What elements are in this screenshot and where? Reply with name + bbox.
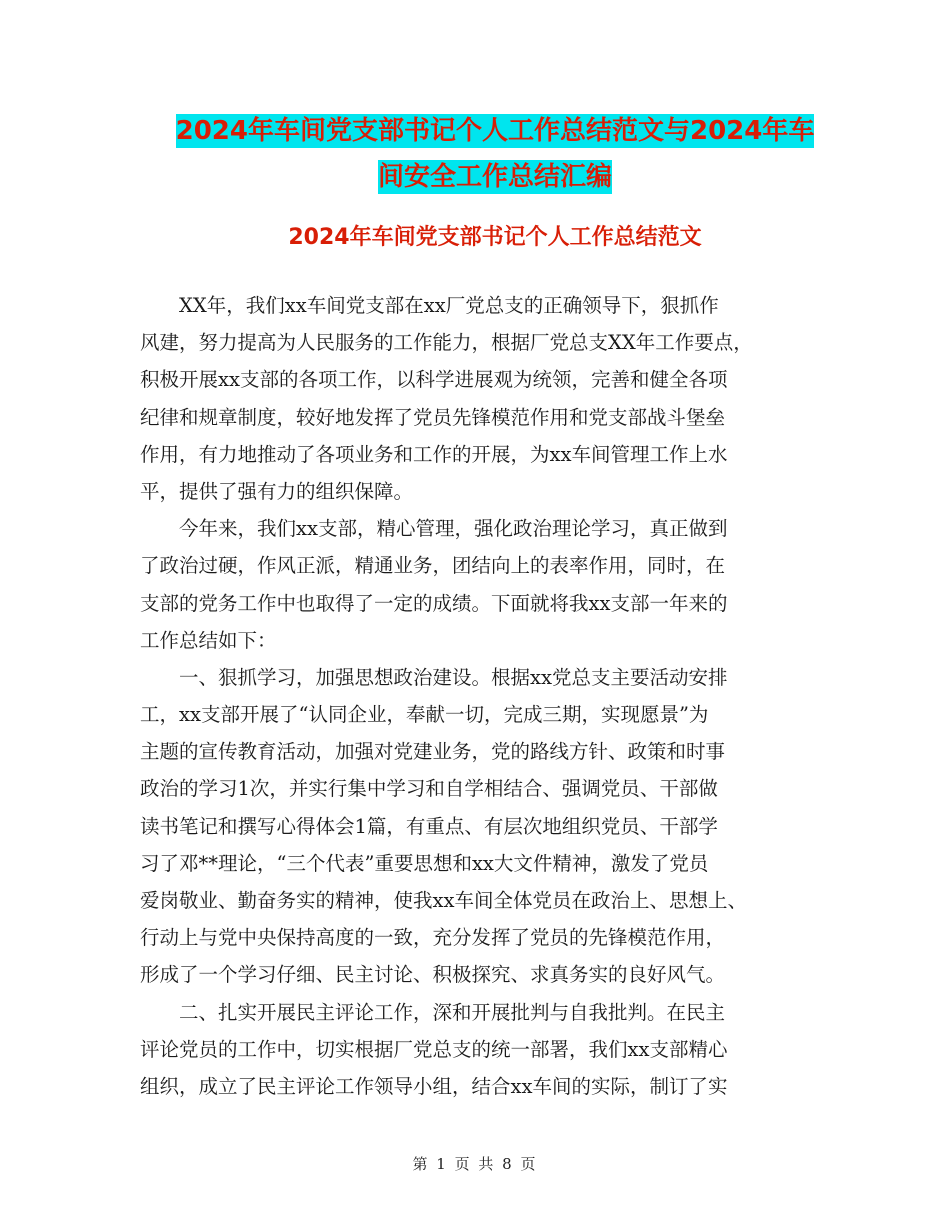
body-line: 风建，努力提高为人民服务的工作能力，根据厂党总支XX年工作要点， [140, 331, 753, 355]
body-line: XX年，我们xx车间党支部在xx厂党总支的正确领导下，狠抓作 [140, 294, 719, 317]
page-footer: 第 1 页 共 8 页 [412, 1155, 538, 1173]
body-line: 形成了一个学习仔细、民主讨论、积极探究、求真务实的良好风气。 [140, 963, 726, 987]
body-text [140, 287, 816, 1105]
body-line: 读书笔记和撰写心得体会1篇，有重点、有层次地组织党员、干部学 [140, 814, 718, 838]
body-line: 一、狠抓学习，加强思想政治建设。根据xx党总支主要活动安排 [140, 665, 728, 689]
body-line: 组织，成立了民主评论工作领导小组，结合xx车间的实际，制订了实 [140, 1074, 728, 1098]
body-line: 二、扎实开展民主评论工作，深和开展批判与自我批判。在民主 [140, 1000, 726, 1024]
body-line: 评论党员的工作中，切实根据厂党总支的统一部署，我们xx支部精心 [140, 1037, 728, 1061]
body-line: 作用，有力地推动了各项业务和工作的开展，为xx车间管理工作上水 [140, 442, 728, 466]
body-line: 行动上与党中央保持高度的一致，充分发挥了党员的先锋模范作用， [140, 926, 726, 950]
body-line: 工作总结如下： [140, 628, 277, 652]
body-line: 纪律和规章制度，较好地发挥了党员先锋模范作用和党支部战斗堡垒 [140, 405, 726, 429]
body-line: 平，提供了强有力的组织保障。 [140, 479, 414, 503]
body-line: 政治的学习1次，并实行集中学习和自学相结合、强调党员、干部做 [140, 777, 718, 801]
body-line: 爱岗敬业、勤奋务实的精神，使我xx车间全体党员在政治上、思想上、 [140, 889, 747, 912]
body-line: 工，xx支部开展了“认同企业，奉献一切，完成三期，实现愿景”为 [140, 703, 709, 727]
body-line: 今年来，我们xx支部，精心管理，强化政治理论学习，真正做到 [140, 517, 728, 541]
body-line: 主题的宣传教育活动，加强对党建业务，党的路线方针、政策和时事 [140, 740, 726, 764]
body-line: 习了邓**理论，“三个代表”重要思想和xx大文件精神，激发了党员 [140, 851, 709, 875]
document-title-line-1: 2024年车间党支部书记个人工作总结范文与2024年车 [175, 116, 815, 146]
section-heading: 2024年车间党支部书记个人工作总结范文 [288, 225, 702, 250]
document-title [140, 108, 850, 200]
document-title-line-2: 间安全工作总结汇编 [377, 162, 612, 192]
body-line: 了政治过硬，作风正派，精通业务，团结向上的表率作用，同时，在 [140, 554, 726, 578]
body-line: 积极开展xx支部的各项工作，以科学进展观为统领，完善和健全各项 [140, 368, 728, 392]
body-line: 支部的党务工作中也取得了一定的成绩。下面就将我xx支部一年来的 [140, 591, 728, 615]
